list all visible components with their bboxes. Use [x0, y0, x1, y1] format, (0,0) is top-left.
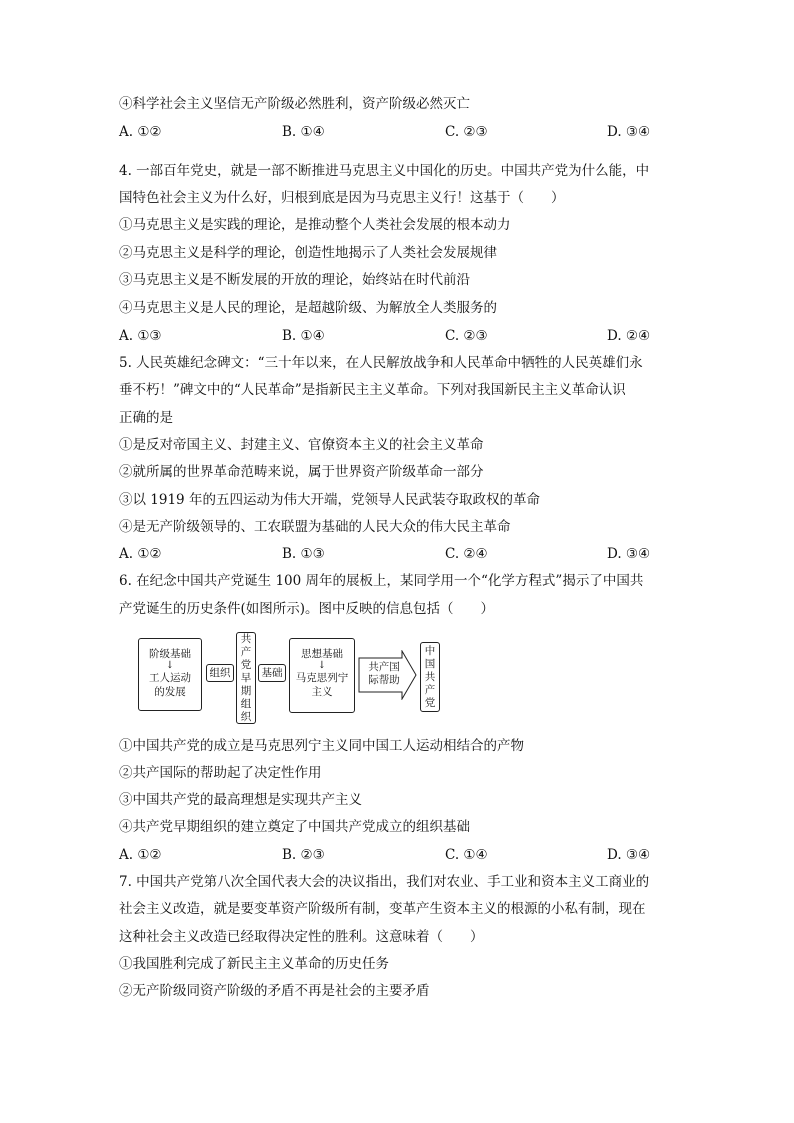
arrow-down-icon: ↓	[165, 660, 175, 671]
option-c[interactable]: C. ①④	[445, 847, 488, 863]
early-party-org-box	[236, 632, 256, 724]
char: 中	[424, 644, 436, 657]
option-d[interactable]: D. ③④	[607, 546, 651, 562]
q7-stem-line1: 7. 中国共产党第八次全国代表大会的决议指出，我们对农业、手工业和资本主义工商业的	[119, 874, 650, 890]
workers-movement-label-2: 的发展	[154, 686, 186, 698]
class-foundation-box	[138, 638, 202, 711]
q4-options	[119, 327, 679, 345]
ideological-foundation-label: 思想基础	[301, 648, 343, 660]
q7-stem-line2: 社会主义改造，就是要变革资产阶级所有制，变革产生资本主义的根源的小私有制，现在	[119, 901, 646, 917]
party-founding-diagram	[138, 632, 448, 724]
option-a[interactable]: A. ①③	[119, 328, 162, 344]
q4-statement-3: ③马克思主义是不断发展的开放的理论，始终站在时代前沿	[119, 272, 470, 288]
q6-stem-line2: 产党诞生的历史条件(如图所示)。图中反映的信息包括（ ）	[119, 601, 495, 617]
option-c[interactable]: C. ②③	[445, 328, 488, 344]
q5-stem-line3: 正确的是	[119, 410, 173, 426]
q7-stem-line3: 这种社会主义改造已经取得决定性的胜利。这意味着（ ）	[119, 929, 484, 945]
char: 共	[240, 632, 252, 645]
comintern-help-label	[362, 661, 406, 687]
ideological-foundation-box	[289, 638, 355, 713]
comintern-help-label-2: 际帮助	[368, 674, 400, 686]
workers-movement-label: 工人运动	[149, 672, 191, 684]
char: 组	[240, 697, 252, 710]
q6-stem-line1: 6. 在纪念中国共产党诞生 100 周年的展板上，某同学用一个“化学方程式”揭示了中国共	[119, 573, 644, 589]
q5-statement-3: ③以 1919 年的五四运动为伟大开端，党领导人民武装夺取政权的革命	[119, 492, 540, 508]
q5-statement-2: ②就所属的世界革命范畴来说，属于世界资产阶级革命一部分	[119, 464, 484, 480]
option-a[interactable]: A. ①②	[119, 847, 162, 863]
option-d[interactable]: D. ③④	[607, 847, 651, 863]
q6-options	[119, 846, 679, 864]
marxism-leninism-label: 马克思列宁	[295, 672, 349, 684]
q4-statement-4: ④马克思主义是人民的理论，是超越阶级、为解放全人类服务的	[119, 300, 497, 316]
char: 产	[424, 683, 436, 696]
option-b[interactable]: B. ②③	[282, 847, 325, 863]
q6-statement-2: ②共产国际的帮助起了决定性作用	[119, 765, 322, 781]
char: 党	[240, 658, 252, 671]
q3-options	[119, 123, 679, 141]
organization-tag: 组织	[206, 664, 234, 682]
marxism-leninism-label-2: 主义	[311, 686, 333, 698]
q4-statement-1: ①马克思主义是实践的理论，是推动整个人类社会发展的根本动力	[119, 217, 511, 233]
arrow-down-icon: ↓	[317, 660, 327, 671]
q7-statement-2: ②无产阶级同资产阶级的矛盾不再是社会的主要矛盾	[119, 983, 430, 999]
foundation-tag: 基础	[258, 664, 286, 682]
q5-stem-line2: 垂不朽！”碑文中的“人民革命”是指新民主主义革命。下列对我国新民主主义革命认识	[119, 382, 626, 398]
option-b[interactable]: B. ①③	[282, 546, 325, 562]
q6-statement-4: ④共产党早期组织的建立奠定了中国共产党成立的组织基础	[119, 819, 470, 835]
option-a[interactable]: A. ①②	[119, 546, 162, 562]
q4-statement-2: ②马克思主义是科学的理论，创造性地揭示了人类社会发展规律	[119, 245, 497, 261]
option-b[interactable]: B. ①④	[282, 328, 325, 344]
q4-stem-line2: 国特色社会主义为什么好，归根到底是因为马克思主义行！这基于（ ）	[119, 190, 565, 206]
option-d[interactable]: D. ②④	[607, 328, 651, 344]
char: 国	[424, 657, 436, 670]
q7-statement-1: ①我国胜利完成了新民主主义革命的历史任务	[119, 956, 389, 972]
char: 产	[240, 645, 252, 658]
char: 共	[424, 670, 436, 683]
q5-statement-4: ④是无产阶级领导的、工农联盟为基础的人民大众的伟大民主革命	[119, 519, 511, 535]
char: 期	[240, 684, 252, 697]
q6-statement-3: ③中国共产党的最高理想是实现共产主义	[119, 792, 362, 808]
q4-stem-line1: 4. 一部百年党史，就是一部不断推进马克思主义中国化的历史。中国共产党为什么能，中	[119, 163, 650, 179]
option-c[interactable]: C. ②④	[445, 546, 488, 562]
option-a[interactable]: A. ①②	[119, 124, 162, 140]
comintern-help-label-1: 共产国	[368, 661, 400, 673]
q5-stem-line1: 5. 人民英雄纪念碑文：“三十年以来，在人民解放战争和人民革命中牺牲的人民英雄们永	[119, 355, 643, 371]
option-c[interactable]: C. ②③	[445, 124, 488, 140]
cpc-result-box	[420, 642, 440, 712]
option-b[interactable]: B. ①④	[282, 124, 325, 140]
q3-statement-4: ④科学社会主义坚信无产阶级必然胜利，资产阶级必然灭亡	[119, 96, 470, 112]
q5-statement-1: ①是反对帝国主义、封建主义、官僚资本主义的社会主义革命	[119, 437, 484, 453]
char: 早	[240, 671, 252, 684]
q6-statement-1: ①中国共产党的成立是马克思列宁主义同中国工人运动相结合的产物	[119, 738, 524, 754]
char: 织	[240, 710, 252, 723]
class-foundation-label: 阶级基础	[149, 648, 191, 660]
char: 党	[424, 696, 436, 709]
q5-options	[119, 545, 679, 563]
option-d[interactable]: D. ③④	[607, 124, 651, 140]
